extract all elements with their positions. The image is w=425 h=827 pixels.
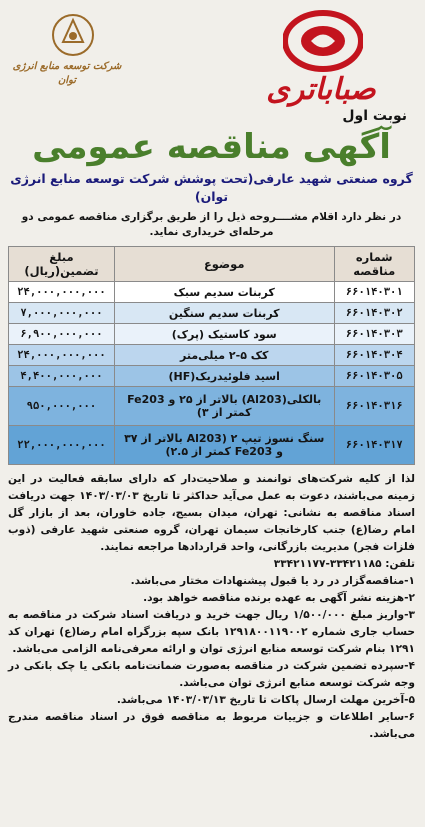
logo-text: صباباتری [266, 72, 376, 107]
header-number: شماره مناقصه [334, 247, 414, 282]
table-row [9, 282, 415, 303]
table-row [9, 426, 415, 465]
tender-number: ۶۶۰۱۴۰۳۰۲ [334, 303, 414, 324]
guarantee-amount: ۴,۴۰۰,۰۰۰,۰۰۰ [9, 366, 115, 387]
tender-subject: کربنات سدیم سنگین [114, 303, 334, 324]
saba-battery-logo [247, 10, 397, 110]
guarantee-amount: ۶,۹۰۰,۰۰۰,۰۰۰ [9, 324, 115, 345]
table-row [9, 387, 415, 426]
tender-number: ۶۶۰۱۴۰۳۰۴ [334, 345, 414, 366]
notes-list [8, 573, 415, 743]
tender-number: ۶۶۰۱۴۰۳۱۷ [334, 426, 414, 465]
guarantee-amount: ۷,۰۰۰,۰۰۰,۰۰۰ [9, 303, 115, 324]
page-title: آگهی مناقصه عمومی [32, 127, 391, 167]
edition-label: نوبت اول [342, 108, 407, 124]
guarantee-amount: ۲۲,۰۰۰,۰۰۰,۰۰۰ [9, 426, 115, 465]
intro-text: در نظر دارد اقلام مشــــروحه ذیل را از طریق برگزاری مناقصه عمومی دو مرحله‌ای خریداری نماید. [21, 211, 402, 238]
subtitle: گروه صنعتی شهید عارفی(تحت پوشش شرکت توسعه منابع انرژی توان) [10, 171, 413, 204]
tender-subject: کربنات سدیم سبک [114, 282, 334, 303]
table-row [9, 366, 415, 387]
tender-subject: کک ۵-۲ میلی‌متر [114, 345, 334, 366]
guarantee-amount: ۹۵۰,۰۰۰,۰۰۰ [9, 387, 115, 426]
guarantee-amount: ۲۴,۰۰۰,۰۰۰,۰۰۰ [9, 345, 115, 366]
description-paragraph: لذا از کلیه شرکت‌های توانمند و صلاحیت‌دار که دارای سابقه فعالیت در این زمینه می‌باشند، دعوت به عمل می‌آید حداکثر تا تاریخ ۱۴۰۳/۰۳/۰۳ جهت دریافت اسناد مناقصه به نشانی: تهران، میدان بسیج، جاده خاوران، بعد از بازار گل امام رضا(ع) جنب کارخانجات سیمان تهران، گروه صنعتی شهید عارفی (ذوب فلزات فجر) مدیریت بازرگانی، واحد قراردادها مراجعه نمایند. [8, 473, 415, 553]
tender-number: ۶۶۰۱۴۰۳۱۶ [334, 387, 414, 426]
tender-number: ۶۶۰۱۴۰۳۰۳ [334, 324, 414, 345]
header-subject: موضوع [114, 247, 334, 282]
table-row [9, 324, 415, 345]
table-row [9, 303, 415, 324]
header [8, 4, 415, 124]
note-item: ۲-هزینه نشر آگهی به عهده برنده مناقصه خواهد بود. [143, 592, 415, 604]
company-name: شرکت توسعه منابع انرژی توان [12, 61, 122, 86]
tender-table [8, 246, 415, 465]
tender-number: ۶۶۰۱۴۰۳۰۱ [334, 282, 414, 303]
saba-logo-icon [283, 10, 363, 72]
note-item: ۳-واریز مبلغ ۱/۵۰۰/۰۰۰ ریال جهت خرید و دریافت اسناد شرکت در مناقصه به حساب جاری شماره ۱۲۹۱۸۰۰۱۱۹۰۰۲ بانک سپه بزرگراه امام رضا(ع) تهران کد ۱۲۹۱ بنام شرکت توسعه منابع انرژی توان و ارائه معرفی‌نامه الزامی می‌باشد. [8, 609, 416, 655]
note-item: ۶-سایر اطلاعات و جزییات مربوط به مناقصه فوق در اسناد مناقصه مندرج می‌باشد. [8, 711, 415, 740]
note-item: ۱-مناقصه‌گزار در رد یا قبول پیشنهادات مختار می‌باشد. [130, 575, 415, 587]
note-item: ۴-سپرده تضمین شرکت در مناقصه به‌صورت ضمانت‌نامه بانکی یا چک بانکی در وجه شرکت توسعه منابع انرژی توان می‌باشد. [8, 660, 415, 689]
header-amount: مبلغ تضمین(ریال) [9, 247, 115, 282]
guarantee-amount: ۲۴,۰۰۰,۰۰۰,۰۰۰ [9, 282, 115, 303]
table-header-row [9, 247, 415, 282]
table-row [9, 345, 415, 366]
phone-number: تلفن: ۳۳۴۲۱۱۸۵-۳۳۴۲۱۱۷۷ [273, 558, 415, 570]
tender-subject: سنگ نسوز تیپ ۲ (Al203 بالاتر از ۳۷ و Fe203 کمتر از ۲.۵) [114, 426, 334, 465]
tender-subject: سود کاستیک (پرک) [114, 324, 334, 345]
note-item: ۵-آخرین مهلت ارسال پاکات تا تاریخ ۱۴۰۳/۰۳/۱۳ می‌باشد. [116, 694, 415, 706]
tender-subject: بالکلی(Al203) بالاتر از ۲۵ و Fe203 کمتر از ۳) [114, 387, 334, 426]
tender-subject: اسید فلوئیدریک(HF) [114, 366, 334, 387]
company-seal-icon [50, 12, 96, 58]
tender-number: ۶۶۰۱۴۰۳۰۵ [334, 366, 414, 387]
